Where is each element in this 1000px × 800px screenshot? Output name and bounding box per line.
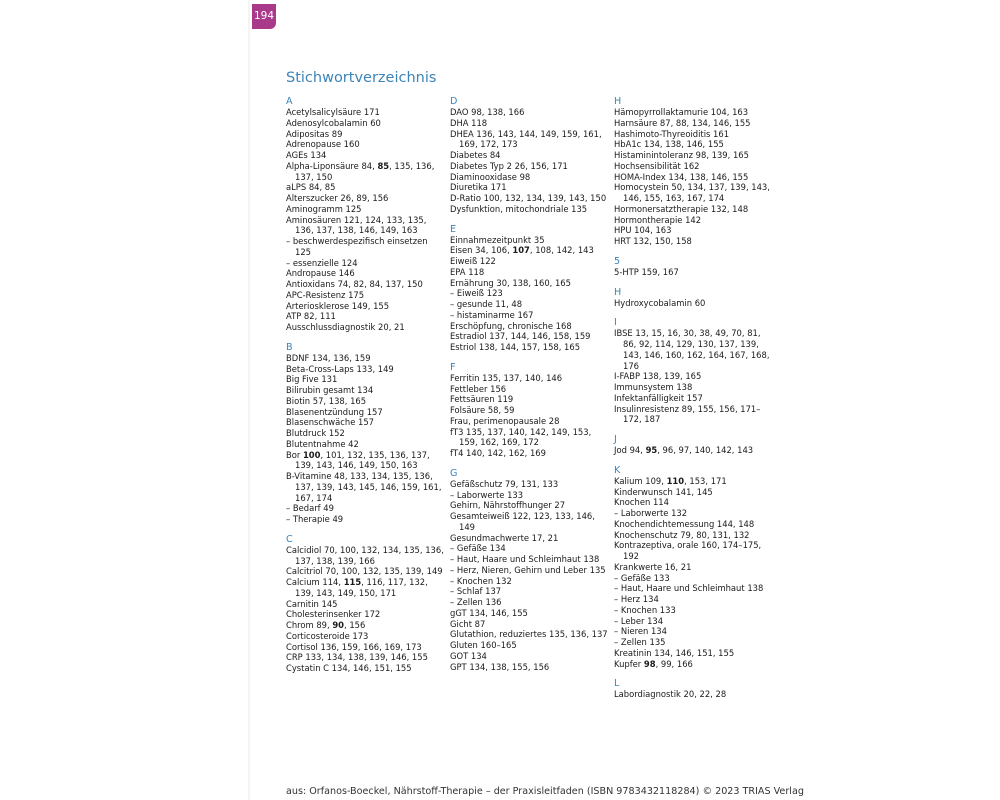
index-entry: AGEs 134 (286, 150, 327, 160)
index-entry: Aminogramm 125 (286, 203, 362, 214)
index-entry: Estradiol 137, 144, 146, 158, 159 (450, 331, 591, 342)
index-section (614, 256, 774, 278)
index-entry: Gicht 87 (450, 618, 486, 629)
index-entry: Ernährung 30, 138, 160, 165 (450, 277, 571, 288)
section-letter: E (450, 223, 457, 235)
index-entry: Diaminooxidase 98 (450, 171, 531, 182)
index-entry: Adenosylcobalamin 60 (286, 117, 381, 128)
index-entry: – Nieren 134 (614, 626, 667, 637)
index-entry: Blasenschwäche 157 (286, 417, 374, 428)
index-entry: Aminosäuren 121, 124, 133, 135, 136, 137, 138, 146, 149, 163 (286, 214, 427, 236)
index-entry: Alpha-Liponsäure 84, 85, 135, 136, 137, 150 (286, 160, 435, 182)
index-entry: Gehirn, Nährstoffhunger 27 (450, 500, 566, 511)
index-entry: Hochsensibilität 162 (614, 160, 700, 171)
section-letter: D (450, 96, 458, 107)
index-section (614, 678, 774, 700)
index-entry: HbA1c 134, 138, 146, 155 (614, 139, 724, 150)
index-entry: Blutdruck 152 (286, 428, 345, 438)
index-entry: HOMA-Index 134, 138, 146, 155 (614, 171, 749, 182)
index-entry: – essenzielle 124 (286, 257, 358, 268)
index-entry: Dysfunktion, mitochondriale 135 (450, 203, 588, 214)
index-entry: – Laborwerte 133 (450, 489, 524, 500)
index-entry: Cortisol 136, 159, 166, 169, 173 (286, 641, 422, 652)
index-entry: B-Vitamine 48, 133, 134, 135, 136, 137, 139, 143, 145, 146, 159, 161, 167, 174 (286, 471, 442, 503)
section-letter: L (614, 678, 620, 690)
index-entry: HRT 132, 150, 158 (614, 236, 692, 246)
index-entry: – Schlaf 137 (450, 586, 502, 597)
index-entry: DHA 118 (450, 117, 488, 128)
index-entry: Hydroxycobalamin 60 (614, 297, 706, 308)
index-entry: DAO 98, 138, 166 (450, 107, 525, 117)
index-entry: – Laborwerte 132 (614, 508, 688, 518)
index-column-2 (450, 96, 610, 672)
index-entry: Kontrazeptiva, orale 160, 174–175, 192 (614, 540, 762, 561)
index-entry: Calcidiol 70, 100, 132, 134, 135, 136, 137, 138, 139, 166 (286, 544, 444, 566)
index-entry: I-FABP 138, 139, 165 (614, 371, 702, 382)
index-section (286, 534, 446, 674)
index-entry: fT3 135, 137, 140, 142, 149, 153, 159, 162, 169, 172 (450, 426, 592, 448)
index-entry: Hormonersatztherapie 132, 148 (614, 203, 749, 214)
section-letter: J (614, 434, 617, 445)
index-entry: – Herz, Nieren, Gehirn und Leber 135 (450, 564, 606, 575)
index-entry: Estriol 138, 144, 157, 158, 165 (450, 342, 581, 352)
index-entry: Kreatinin 134, 146, 151, 155 (614, 647, 735, 658)
index-entry: DHEA 136, 143, 144, 149, 159, 161, 169, 172, 173 (450, 128, 602, 150)
index-entry: 5-HTP 159, 167 (614, 266, 679, 277)
index-entry: Frau, perimenopausale 28 (450, 415, 560, 426)
index-entry: Homocystein 50, 134, 137, 139, 143, 146, 155, 163, 167, 174 (614, 182, 770, 203)
index-entry: EPA 118 (450, 266, 485, 277)
index-section (450, 468, 610, 673)
index-entry: Kinderwunsch 141, 145 (614, 486, 713, 497)
index-entry: aLPS 84, 85 (286, 182, 336, 193)
index-entry: Bor 100, 101, 132, 135, 136, 137, 139, 143, 146, 149, 150, 163 (286, 449, 430, 471)
index-entry: fT4 140, 142, 162, 169 (450, 448, 546, 458)
index-entry: Big Five 131 (286, 374, 338, 385)
index-section (614, 96, 774, 247)
index-entry: Gluten 160–165 (450, 640, 517, 650)
index-entry: GPT 134, 138, 155, 156 (450, 661, 550, 672)
index-entry: Histaminintoleranz 98, 139, 165 (614, 150, 749, 160)
index-entry: – Knochen 132 (450, 575, 512, 586)
index-entry: Acetylsalicylsäure 171 (286, 107, 380, 117)
bold-page-ref: 100 (302, 449, 321, 460)
index-entry: APC-Resistenz 175 (286, 289, 365, 300)
index-section (450, 224, 610, 353)
section-letter: B (286, 341, 293, 353)
index-entry: Immunsystem 138 (614, 382, 693, 392)
index-entry: Fettleber 156 (450, 383, 507, 394)
index-entry: Insulinresistenz 89, 155, 156, 171–172, 187 (614, 403, 761, 425)
index-section (450, 362, 610, 459)
index-entry: Beta-Cross-Laps 133, 149 (286, 363, 394, 374)
index-column-3 (614, 96, 774, 700)
index-entry: Corticosteroide 173 (286, 630, 369, 641)
section-letter: F (450, 361, 456, 373)
index-entry: Jod 94, 95, 96, 97, 140, 142, 143 (614, 445, 754, 455)
bold-page-ref: 98 (643, 658, 656, 669)
index-column-1 (286, 96, 446, 674)
index-entry: – Knochen 133 (614, 604, 676, 615)
index-entry: IBSE 13, 15, 16, 30, 38, 49, 70, 81, 86, 92, 114, 129, 130, 137, 139, 143, 146, 160, 162, 164, 167, 168, 176 (614, 328, 770, 371)
bold-page-ref: 90 (332, 620, 344, 630)
index-entry: Cholesterinsenker 172 (286, 609, 381, 620)
index-entry: Erschöpfung, chronische 168 (450, 320, 572, 331)
index-entry: CRP 133, 134, 138, 139, 146, 155 (286, 652, 428, 663)
index-entry: – Zellen 135 (614, 637, 666, 647)
bold-page-ref: 115 (343, 577, 362, 587)
index-entry: gGT 134, 146, 155 (450, 607, 528, 618)
index-entry: Hashimoto-Thyreoiditis 161 (614, 128, 730, 139)
index-entry: – Bedarf 49 (286, 503, 334, 514)
index-entry: Adipositas 89 (286, 128, 343, 139)
index-entry: Blutentnahme 42 (286, 438, 359, 449)
index-entry: Calcium 114, 115, 116, 117, 132, 139, 143, 149, 150, 171 (286, 577, 428, 598)
section-letter: H (614, 96, 622, 107)
index-entry: Bilirubin gesamt 134 (286, 385, 374, 395)
index-entry: Ferritin 135, 137, 140, 146 (450, 372, 563, 383)
index-entry: Kalium 109, 110, 153, 171 (614, 475, 727, 486)
index-entry: Labordiagnostik 20, 22, 28 (614, 689, 727, 700)
index-entry: Blasenentzündung 157 (286, 406, 383, 417)
index-entry: Diabetes Typ 2 26, 156, 171 (450, 160, 568, 171)
section-letter: K (614, 464, 621, 476)
index-entry: – beschwerdespezifisch einsetzen 125 (286, 236, 428, 257)
page-number-tab: 194 (252, 4, 276, 29)
index-entry: Calcitriol 70, 100, 132, 135, 139, 149 (286, 566, 443, 577)
bold-page-ref: 85 (377, 160, 390, 171)
index-entry: – Therapie 49 (286, 514, 344, 524)
index-entry: Diabetes 84 (450, 150, 501, 160)
index-entry: Knochen 114 (614, 497, 669, 508)
index-entry: Antioxidans 74, 82, 84, 137, 150 (286, 279, 423, 289)
index-entry: Fettsäuren 119 (450, 394, 514, 405)
index-entry: – histaminarme 167 (450, 309, 534, 320)
index-entry: Chrom 89, 90, 156 (286, 620, 366, 630)
index-entry: Biotin 57, 138, 165 (286, 395, 367, 406)
index-entry: – Haut, Haare und Schleimhaut 138 (450, 554, 600, 564)
index-entry: Gesamteiweiß 122, 123, 133, 146, 149 (450, 511, 595, 532)
index-entry: Andropause 146 (286, 268, 355, 279)
index-entry: Hämopyrrollaktamurie 104, 163 (614, 107, 749, 117)
index-entry: – Gefäße 134 (450, 543, 506, 554)
index-entry: Adrenopause 160 (286, 139, 360, 150)
index-entry: Alterszucker 26, 89, 156 (286, 193, 389, 203)
index-entry: Eisen 34, 106, 107, 108, 142, 143 (450, 245, 594, 256)
index-entry: – gesunde 11, 48 (450, 299, 523, 309)
index-entry: Knochenschutz 79, 80, 131, 132 (614, 529, 750, 540)
index-entry: GOT 134 (450, 650, 487, 661)
section-letter: G (450, 467, 458, 479)
index-entry: – Haut, Haare und Schleimhaut 138 (614, 583, 764, 594)
index-entry: Diuretika 171 (450, 182, 507, 193)
index-entry: Folsäure 58, 59 (450, 405, 515, 415)
index-section (286, 342, 446, 525)
index-entry: Einnahmezeitpunkt 35 (450, 234, 545, 245)
index-entry: – Herz 134 (614, 594, 659, 604)
index-entry: Krankwerte 16, 21 (614, 561, 692, 572)
index-entry: Eiweiß 122 (450, 256, 496, 266)
index-entry: Harnsäure 87, 88, 134, 146, 155 (614, 117, 751, 128)
index-section (614, 434, 774, 456)
index-entry: – Gefäße 133 (614, 572, 670, 583)
bold-page-ref: 110 (666, 475, 685, 486)
section-letter: I (614, 317, 617, 329)
index-entry: – Eiweiß 123 (450, 288, 503, 299)
index-section (614, 317, 774, 425)
index-section (286, 96, 446, 333)
index-section (450, 96, 610, 215)
index-entry: Ausschlussdiagnostik 20, 21 (286, 322, 405, 332)
index-entry: Arteriosklerose 149, 155 (286, 300, 390, 311)
section-letter: C (286, 533, 293, 545)
index-entry: Hormontherapie 142 (614, 214, 702, 225)
section-letter: H (614, 286, 622, 298)
index-entry: Infektanfälligkeit 157 (614, 392, 703, 403)
index-entry: Cystatin C 134, 146, 151, 155 (286, 663, 412, 673)
index-entry: HPU 104, 163 (614, 225, 672, 236)
source-footer: aus: Orfanos-Boeckel, Nährstoff-Therapie – der Praxisleitfaden (ISBN 9783432118284) © 2023 TRIAS Verlag (286, 786, 804, 797)
index-entry: Kupfer 98, 99, 166 (614, 658, 693, 669)
section-letter: 5 (614, 255, 621, 267)
index-entry: – Leber 134 (614, 615, 664, 626)
index-entry: – Zellen 136 (450, 597, 502, 607)
bold-page-ref: 95 (645, 445, 658, 455)
index-entry: Knochendichtemessung 144, 148 (614, 518, 755, 529)
index-entry: BDNF 134, 136, 159 (286, 352, 371, 363)
index-entry: Carnitin 145 (286, 598, 338, 609)
bold-page-ref: 107 (512, 245, 530, 256)
index-entry: D-Ratio 100, 132, 134, 139, 143, 150 (450, 193, 607, 203)
index-entry: Gesundmachwerte 17, 21 (450, 532, 559, 543)
index-section (614, 465, 774, 670)
index-section (614, 287, 774, 309)
page-title: Stichwortverzeichnis (286, 70, 437, 86)
index-entry: Gefäßschutz 79, 131, 133 (450, 478, 559, 489)
section-letter: A (286, 96, 293, 107)
index-entry: ATP 82, 111 (286, 311, 336, 322)
index-entry: Glutathion, reduziertes 135, 136, 137 (450, 629, 608, 640)
